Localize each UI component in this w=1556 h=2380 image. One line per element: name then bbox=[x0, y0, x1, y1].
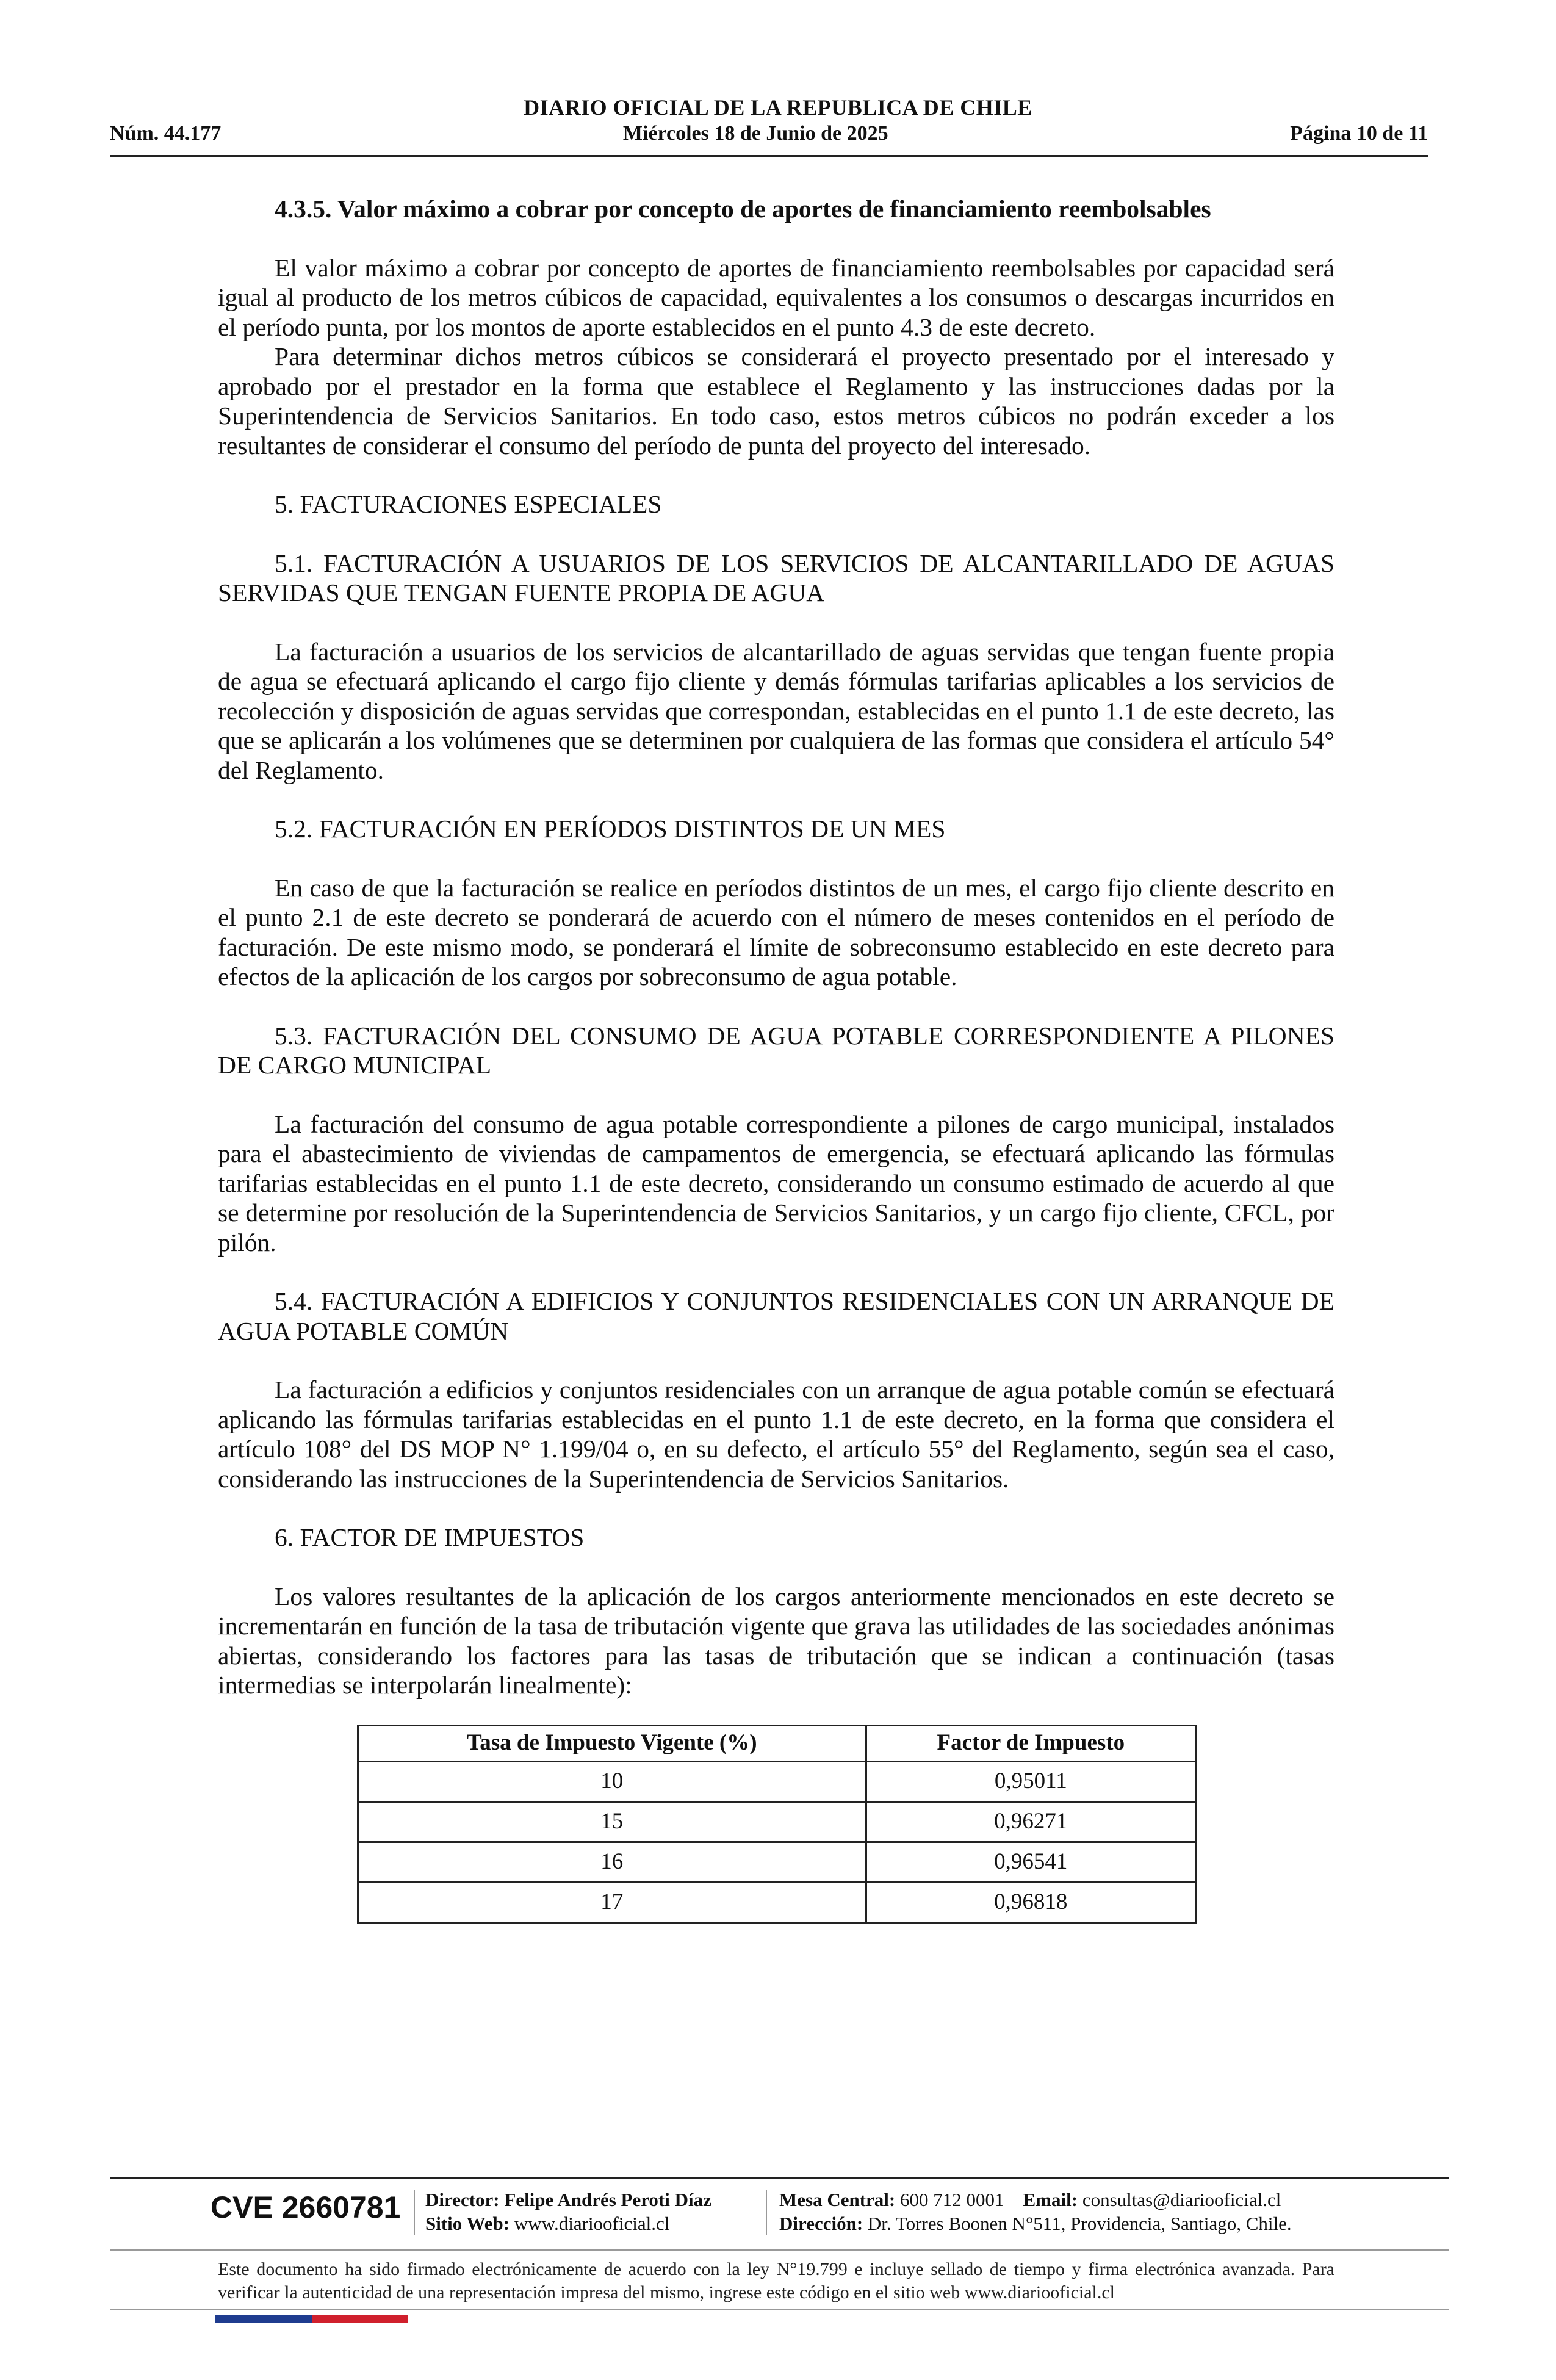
address-label: Dirección: bbox=[779, 2213, 863, 2234]
section-6-paragraph: Los valores resultantes de la aplicación de los cargos anteriormente mencionados en este decreto se incrementarán en función de la tasa de tributación vigente que grava las utilidades de las sociedades anónimas abiertas, considerando los factores para las tasas de tributación que se indican a continuación (tasas intermedias se interpolarán linealmente): bbox=[218, 1582, 1334, 1699]
table-row bbox=[358, 1842, 1196, 1882]
footer-director-block bbox=[425, 2188, 711, 2235]
mesa-central-label: Mesa Central: bbox=[779, 2189, 896, 2210]
section-5-2-heading: 5.2. FACTURACIÓN EN PERÍODOS DISTINTOS DE UN MES bbox=[275, 815, 946, 843]
section-5-2-paragraph: En caso de que la facturación se realice en períodos distintos de un mes, el cargo fijo cliente descrito en el punto 2.1 de este decreto se ponderará de acuerdo con el número de meses contenidos en el período de facturación. De este mismo modo, se ponderará el límite de sobreconsumo establecido en este decreto para efectos de la aplicación de los cargos por sobreconsumo de agua potable. bbox=[218, 873, 1334, 990]
website-label: Sitio Web: bbox=[425, 2213, 510, 2234]
table-row bbox=[358, 1882, 1196, 1922]
flag-stripe-blue bbox=[215, 2315, 312, 2323]
legal-notice: Este documento ha sido firmado electrónicamente de acuerdo con la ley N°19.799 e incluye sellado de tiempo y firma electrónica avanzada. Para verificar la autenticidad de una representación impresa del mismo, ingrese este código en el sitio web www.diariooficial.cl bbox=[218, 2259, 1334, 2302]
rate-cell: 17 bbox=[358, 1882, 866, 1922]
email-link[interactable]: consultas@diariooficial.cl bbox=[1082, 2189, 1281, 2210]
section-6-heading: 6. FACTOR DE IMPUESTOS bbox=[275, 1523, 585, 1551]
issue-date: Miércoles 18 de Junio de 2025 bbox=[622, 122, 888, 145]
footer-vertical-divider bbox=[766, 2190, 767, 2235]
factor-cell: 0,96271 bbox=[866, 1801, 1195, 1842]
footer-middle-divider bbox=[110, 2249, 1449, 2251]
table-row bbox=[358, 1801, 1196, 1842]
section-4-3-5-paragraph-2: Para determinar dichos metros cúbicos se considerará el proyecto presentado por el interesado y aprobado por el prestador en la forma que establece el Reglamento y las instrucciones dadas por la Superintendencia de Servicios Sanitarios. En todo caso, estos metros cúbicos no podrán exceder a los resultantes de considerar el consumo del período de punta del proyecto del interesado. bbox=[218, 342, 1334, 460]
newspaper-title: DIARIO OFICIAL DE LA REPUBLICA DE CHILE bbox=[524, 95, 1032, 120]
director-label: Director: bbox=[425, 2189, 500, 2210]
director-name: Felipe Andrés Peroti Díaz bbox=[504, 2189, 711, 2210]
section-5-4-paragraph: La facturación a edificios y conjuntos residenciales con un arranque de agua potable común se efectuará aplicando las fórmulas tarifarias establecidas en el punto 1.1 de este decreto, en la forma que considera el artículo 108° del DS MOP N° 1.199/04 o, en su defecto, el artículo 55° del Reglamento, según sea el caso, considerando las instrucciones de la Superintendencia de Servicios Sanitarios. bbox=[218, 1376, 1334, 1493]
section-4-3-5-heading: 4.3.5. Valor máximo a cobrar por concepto de aportes de financiamiento reembolsables bbox=[275, 195, 1211, 223]
section-5-1-paragraph: La facturación a usuarios de los servicios de alcantarillado de aguas servidas que tengan fuente propia de agua se efectuará aplicando el cargo fijo cliente y demás fórmulas tarifarias aplicables a los servicios de recolección y disposición de aguas servidas que correspondan, establecidas en el punto 1.1 de este decreto, las que se aplicarán a los volúmenes que se determinen por cualquiera de las formas que considera el artículo 54° del Reglamento. bbox=[218, 637, 1334, 784]
table-header-row bbox=[358, 1725, 1196, 1761]
section-5-4-heading: 5.4. FACTURACIÓN A EDIFICIOS Y CONJUNTOS RESIDENCIALES CON UN ARRANQUE DE AGUA POTABLE COMÚN bbox=[218, 1287, 1334, 1345]
cve-code: CVE 2660781 bbox=[211, 2190, 401, 2224]
column-header-factor: Factor de Impuesto bbox=[866, 1725, 1195, 1761]
rate-cell: 10 bbox=[358, 1761, 866, 1801]
factor-cell: 0,96818 bbox=[866, 1882, 1195, 1922]
footer-vertical-divider bbox=[414, 2190, 415, 2235]
factor-cell: 0,95011 bbox=[866, 1761, 1195, 1801]
header-divider bbox=[110, 155, 1428, 157]
page-indicator: Página 10 de 11 bbox=[1290, 122, 1428, 145]
mesa-central-number: 600 712 0001 bbox=[900, 2189, 1004, 2210]
header-row bbox=[110, 122, 1428, 145]
table-row bbox=[358, 1761, 1196, 1801]
section-5-heading: 5. FACTURACIONES ESPECIALES bbox=[275, 490, 662, 518]
section-5-1-heading: 5.1. FACTURACIÓN A USUARIOS DE LOS SERVICIOS DE ALCANTARILLADO DE AGUAS SERVIDAS QUE TENGAN FUENTE PROPIA DE AGUA bbox=[218, 549, 1334, 607]
footer-contact-block bbox=[779, 2188, 1292, 2235]
tax-factor-table bbox=[357, 1725, 1197, 1924]
column-header-rate: Tasa de Impuesto Vigente (%) bbox=[358, 1725, 866, 1761]
section-4-3-5-paragraph-1: El valor máximo a cobrar por concepto de aportes de financiamiento reembolsables por capacidad será igual al producto de los metros cúbicos de capacidad, equivalentes a los consumos o descargas incurridos en el período punta, por los montos de aporte establecidos en el punto 4.3 de este decreto. bbox=[218, 253, 1334, 341]
footer-bottom-divider bbox=[110, 2309, 1449, 2310]
document-body bbox=[218, 194, 1334, 1924]
address-value: Dr. Torres Boonen N°511, Providencia, Santiago, Chile. bbox=[867, 2213, 1292, 2234]
section-5-3-heading: 5.3. FACTURACIÓN DEL CONSUMO DE AGUA POTABLE CORRESPONDIENTE A PILONES DE CARGO MUNICIPAL bbox=[218, 1021, 1334, 1079]
flag-stripe-red bbox=[312, 2315, 408, 2323]
website-link[interactable]: www.diariooficial.cl bbox=[514, 2213, 670, 2234]
footer-top-divider bbox=[110, 2177, 1449, 2179]
issue-number: Núm. 44.177 bbox=[110, 122, 222, 145]
rate-cell: 16 bbox=[358, 1842, 866, 1882]
factor-cell: 0,96541 bbox=[866, 1842, 1195, 1882]
email-label: Email: bbox=[1023, 2189, 1078, 2210]
section-5-3-paragraph: La facturación del consumo de agua potable correspondiente a pilones de cargo municipal, instalados para el abastecimiento de viviendas de campamentos de emergencia, se efectuará aplicando las fórmulas tarifarias establecidas en el punto 1.1 de este decreto, considerando un consumo estimado de acuerdo al que se determine por resolución de la Superintendencia de Servicios Sanitarios, y un cargo fijo cliente, CFCL, por pilón. bbox=[218, 1109, 1334, 1257]
rate-cell: 15 bbox=[358, 1801, 866, 1842]
